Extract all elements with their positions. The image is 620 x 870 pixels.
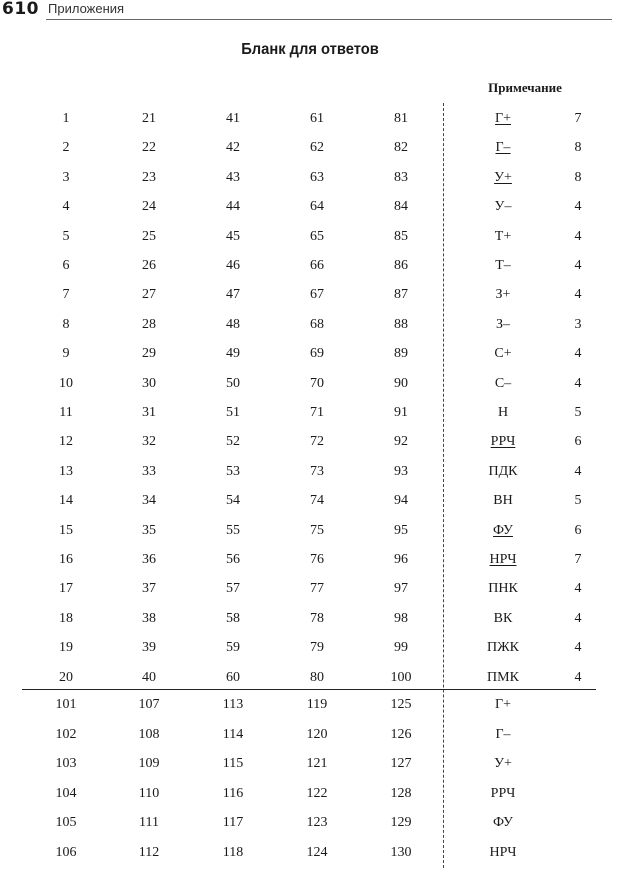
question-number: 36: [142, 552, 156, 567]
question-number: 39: [142, 640, 156, 656]
question-number: 25: [142, 228, 156, 244]
question-number: 49: [226, 346, 240, 362]
question-number: 118: [222, 845, 244, 860]
question-number: 4: [62, 199, 70, 215]
question-number: 120: [306, 726, 328, 742]
question-number: 59: [226, 640, 240, 656]
scale-code: ФУ: [493, 522, 513, 538]
question-number: 46: [226, 258, 240, 273]
question-number: 23: [142, 169, 156, 185]
question-number: 103: [55, 756, 77, 772]
question-number: 114: [222, 726, 244, 742]
question-number: 108: [138, 726, 160, 742]
scale-code: ПНК: [488, 581, 518, 597]
question-number: 55: [226, 522, 240, 538]
answer-row: [0, 460, 620, 484]
question-number: 5: [62, 228, 70, 244]
question-number: 83: [394, 169, 408, 185]
question-number: 82: [394, 140, 408, 156]
question-number: 96: [394, 552, 408, 567]
question-number: 56: [226, 552, 240, 567]
question-number: 112: [138, 845, 160, 860]
scale-code: ВК: [493, 610, 513, 626]
scale-code: НРЧ: [489, 552, 517, 567]
scale-score: 7: [574, 111, 582, 126]
question-number: 101: [55, 697, 77, 712]
answer-row: [0, 430, 620, 454]
scale-score: 4: [574, 463, 582, 479]
scale-score: 3: [574, 316, 582, 332]
question-number: 17: [59, 581, 73, 597]
answer-row: [0, 401, 620, 425]
answer-row: [0, 782, 620, 806]
question-number: 54: [226, 493, 240, 509]
question-number: 43: [226, 169, 240, 185]
scale-code: ВН: [493, 493, 513, 509]
question-number: 78: [310, 610, 324, 626]
answer-row: [0, 841, 620, 865]
scale-code: ФУ: [493, 815, 513, 831]
question-number: 72: [310, 434, 324, 450]
question-number: 117: [222, 815, 244, 831]
question-number: 71: [310, 405, 324, 420]
question-number: 16: [59, 552, 73, 567]
question-number: 51: [226, 405, 240, 420]
question-number: 53: [226, 463, 240, 479]
question-number: 29: [142, 346, 156, 362]
scale-code: РРЧ: [490, 434, 516, 450]
question-number: 94: [394, 493, 408, 509]
question-number: 15: [59, 522, 73, 538]
question-number: 88: [394, 316, 408, 332]
scale-score: 4: [574, 346, 582, 362]
question-number: 63: [310, 169, 324, 185]
scale-code: З–: [495, 316, 510, 332]
question-number: 60: [226, 669, 240, 685]
question-number: 3: [62, 169, 70, 185]
answer-row: [0, 723, 620, 747]
scale-code: У+: [494, 756, 512, 772]
question-number: 99: [394, 640, 408, 656]
answer-row: [0, 636, 620, 660]
running-title: Приложения: [48, 1, 125, 16]
question-number: 11: [59, 405, 73, 420]
question-number: 97: [394, 581, 408, 597]
answer-row: [0, 548, 620, 572]
answer-row: [0, 254, 620, 278]
question-number: 91: [394, 405, 408, 420]
scale-code: РРЧ: [490, 785, 516, 801]
question-number: 93: [394, 463, 408, 479]
scale-code: Т–: [495, 258, 511, 273]
question-number: 76: [310, 552, 324, 567]
question-number: 9: [62, 346, 70, 362]
question-number: 124: [306, 845, 328, 860]
scale-score: 8: [574, 140, 582, 156]
question-number: 75: [310, 522, 324, 538]
scale-score: 4: [574, 581, 582, 597]
question-number: 64: [310, 199, 324, 215]
question-number: 98: [394, 610, 408, 626]
question-number: 48: [226, 316, 240, 332]
question-number: 6: [62, 258, 70, 273]
question-number: 122: [306, 785, 328, 801]
answer-row: [0, 136, 620, 160]
question-number: 22: [142, 140, 156, 156]
answer-row: [0, 577, 620, 601]
question-number: 105: [55, 815, 77, 831]
question-number: 33: [142, 463, 156, 479]
question-number: 24: [142, 199, 156, 215]
question-number: 19: [59, 640, 73, 656]
scale-score: 4: [574, 258, 582, 273]
scale-code: Г–: [495, 726, 511, 742]
question-number: 107: [138, 697, 160, 712]
question-number: 21: [142, 111, 156, 126]
question-number: 70: [310, 375, 324, 391]
question-number: 50: [226, 375, 240, 391]
answer-row: [0, 607, 620, 631]
question-number: 95: [394, 522, 408, 538]
question-number: 1: [62, 111, 70, 126]
question-number: 90: [394, 375, 408, 391]
question-number: 86: [394, 258, 408, 273]
header-rule: [46, 19, 612, 20]
question-number: 26: [142, 258, 156, 273]
answer-row: [0, 811, 620, 835]
scale-code: Г+: [495, 111, 511, 126]
question-number: 89: [394, 346, 408, 362]
question-number: 27: [142, 287, 156, 303]
question-number: 62: [310, 140, 324, 156]
question-number: 31: [142, 405, 156, 420]
question-number: 128: [390, 785, 412, 801]
question-number: 87: [394, 287, 408, 303]
scale-score: 4: [574, 610, 582, 626]
scale-code: С+: [494, 346, 512, 362]
scale-code: ПМК: [487, 669, 519, 685]
question-number: 125: [390, 697, 412, 712]
scale-score: 4: [574, 199, 582, 215]
question-number: 12: [59, 434, 73, 450]
question-number: 52: [226, 434, 240, 450]
scale-code: НРЧ: [489, 845, 517, 860]
question-number: 41: [226, 111, 240, 126]
scale-code: Г–: [495, 140, 511, 156]
question-number: 45: [226, 228, 240, 244]
scale-code: ПЖК: [487, 640, 519, 656]
question-number: 81: [394, 111, 408, 126]
question-number: 32: [142, 434, 156, 450]
question-number: 47: [226, 287, 240, 303]
question-number: 77: [310, 581, 324, 597]
page-number: 610: [2, 0, 39, 19]
question-number: 116: [222, 785, 244, 801]
scale-score: 6: [574, 522, 582, 538]
question-number: 110: [138, 785, 160, 801]
question-number: 73: [310, 463, 324, 479]
question-number: 65: [310, 228, 324, 244]
question-number: 38: [142, 610, 156, 626]
answer-row: [0, 489, 620, 513]
question-number: 113: [222, 697, 244, 712]
answer-row: [0, 313, 620, 337]
answer-row: [0, 752, 620, 776]
question-number: 123: [306, 815, 328, 831]
answer-row: [0, 666, 620, 690]
question-number: 58: [226, 610, 240, 626]
answer-row: [0, 519, 620, 543]
scale-score: 4: [574, 375, 582, 391]
answer-row: [0, 342, 620, 366]
question-number: 34: [142, 493, 156, 509]
scale-score: 4: [574, 228, 582, 244]
question-number: 30: [142, 375, 156, 391]
question-number: 109: [138, 756, 160, 772]
question-number: 42: [226, 140, 240, 156]
question-number: 13: [59, 463, 73, 479]
question-number: 85: [394, 228, 408, 244]
answer-row: [0, 372, 620, 396]
question-number: 68: [310, 316, 324, 332]
question-number: 66: [310, 258, 324, 273]
question-number: 8: [62, 316, 70, 332]
question-number: 80: [310, 669, 324, 685]
question-number: 2: [62, 140, 70, 156]
answer-row: [0, 283, 620, 307]
question-number: 104: [55, 785, 77, 801]
question-number: 106: [55, 845, 77, 860]
answer-row: [0, 225, 620, 249]
scale-score: 4: [574, 287, 582, 303]
question-number: 61: [310, 111, 324, 126]
question-number: 111: [139, 815, 159, 831]
question-number: 100: [390, 669, 412, 685]
question-number: 35: [142, 522, 156, 538]
scale-score: 6: [574, 434, 582, 450]
question-number: 115: [222, 756, 244, 772]
scale-code: Г+: [495, 697, 511, 712]
scale-score: 4: [574, 640, 582, 656]
question-number: 28: [142, 316, 156, 332]
question-number: 130: [390, 845, 412, 860]
question-number: 92: [394, 434, 408, 450]
question-number: 74: [310, 493, 324, 509]
scale-score: 7: [574, 552, 582, 567]
scale-code: ПДК: [488, 463, 518, 479]
scale-score: 5: [574, 493, 582, 509]
scale-score: 5: [574, 405, 582, 420]
question-number: 126: [390, 726, 412, 742]
scale-code: С–: [494, 375, 512, 391]
scale-score: 4: [574, 669, 582, 685]
question-number: 14: [59, 493, 73, 509]
question-number: 37: [142, 581, 156, 597]
question-number: 40: [142, 669, 156, 685]
question-number: 121: [306, 756, 328, 772]
question-number: 67: [310, 287, 324, 303]
answer-row: [0, 195, 620, 219]
answer-row: [0, 693, 620, 717]
question-number: 7: [62, 287, 70, 303]
question-number: 44: [226, 199, 240, 215]
form-title: Бланк для ответов: [241, 41, 379, 58]
question-number: 127: [390, 756, 412, 772]
question-number: 79: [310, 640, 324, 656]
scale-score: 8: [574, 169, 582, 185]
page-header: [0, 0, 612, 22]
question-number: 20: [59, 669, 73, 685]
scale-code: У–: [494, 199, 512, 215]
note-column-header: Примечание: [488, 80, 562, 95]
question-number: 84: [394, 199, 408, 215]
question-number: 18: [59, 610, 73, 626]
question-number: 69: [310, 346, 324, 362]
question-number: 102: [55, 726, 77, 742]
scale-code: Т+: [494, 228, 512, 244]
question-number: 129: [390, 815, 412, 831]
question-number: 10: [59, 375, 73, 391]
answer-row: [0, 166, 620, 190]
question-number: 119: [306, 697, 328, 712]
answer-row: [0, 107, 620, 131]
scale-code: Н: [497, 405, 509, 420]
scale-code: З+: [495, 287, 511, 303]
scale-code: У+: [494, 169, 512, 185]
question-number: 57: [226, 581, 240, 597]
